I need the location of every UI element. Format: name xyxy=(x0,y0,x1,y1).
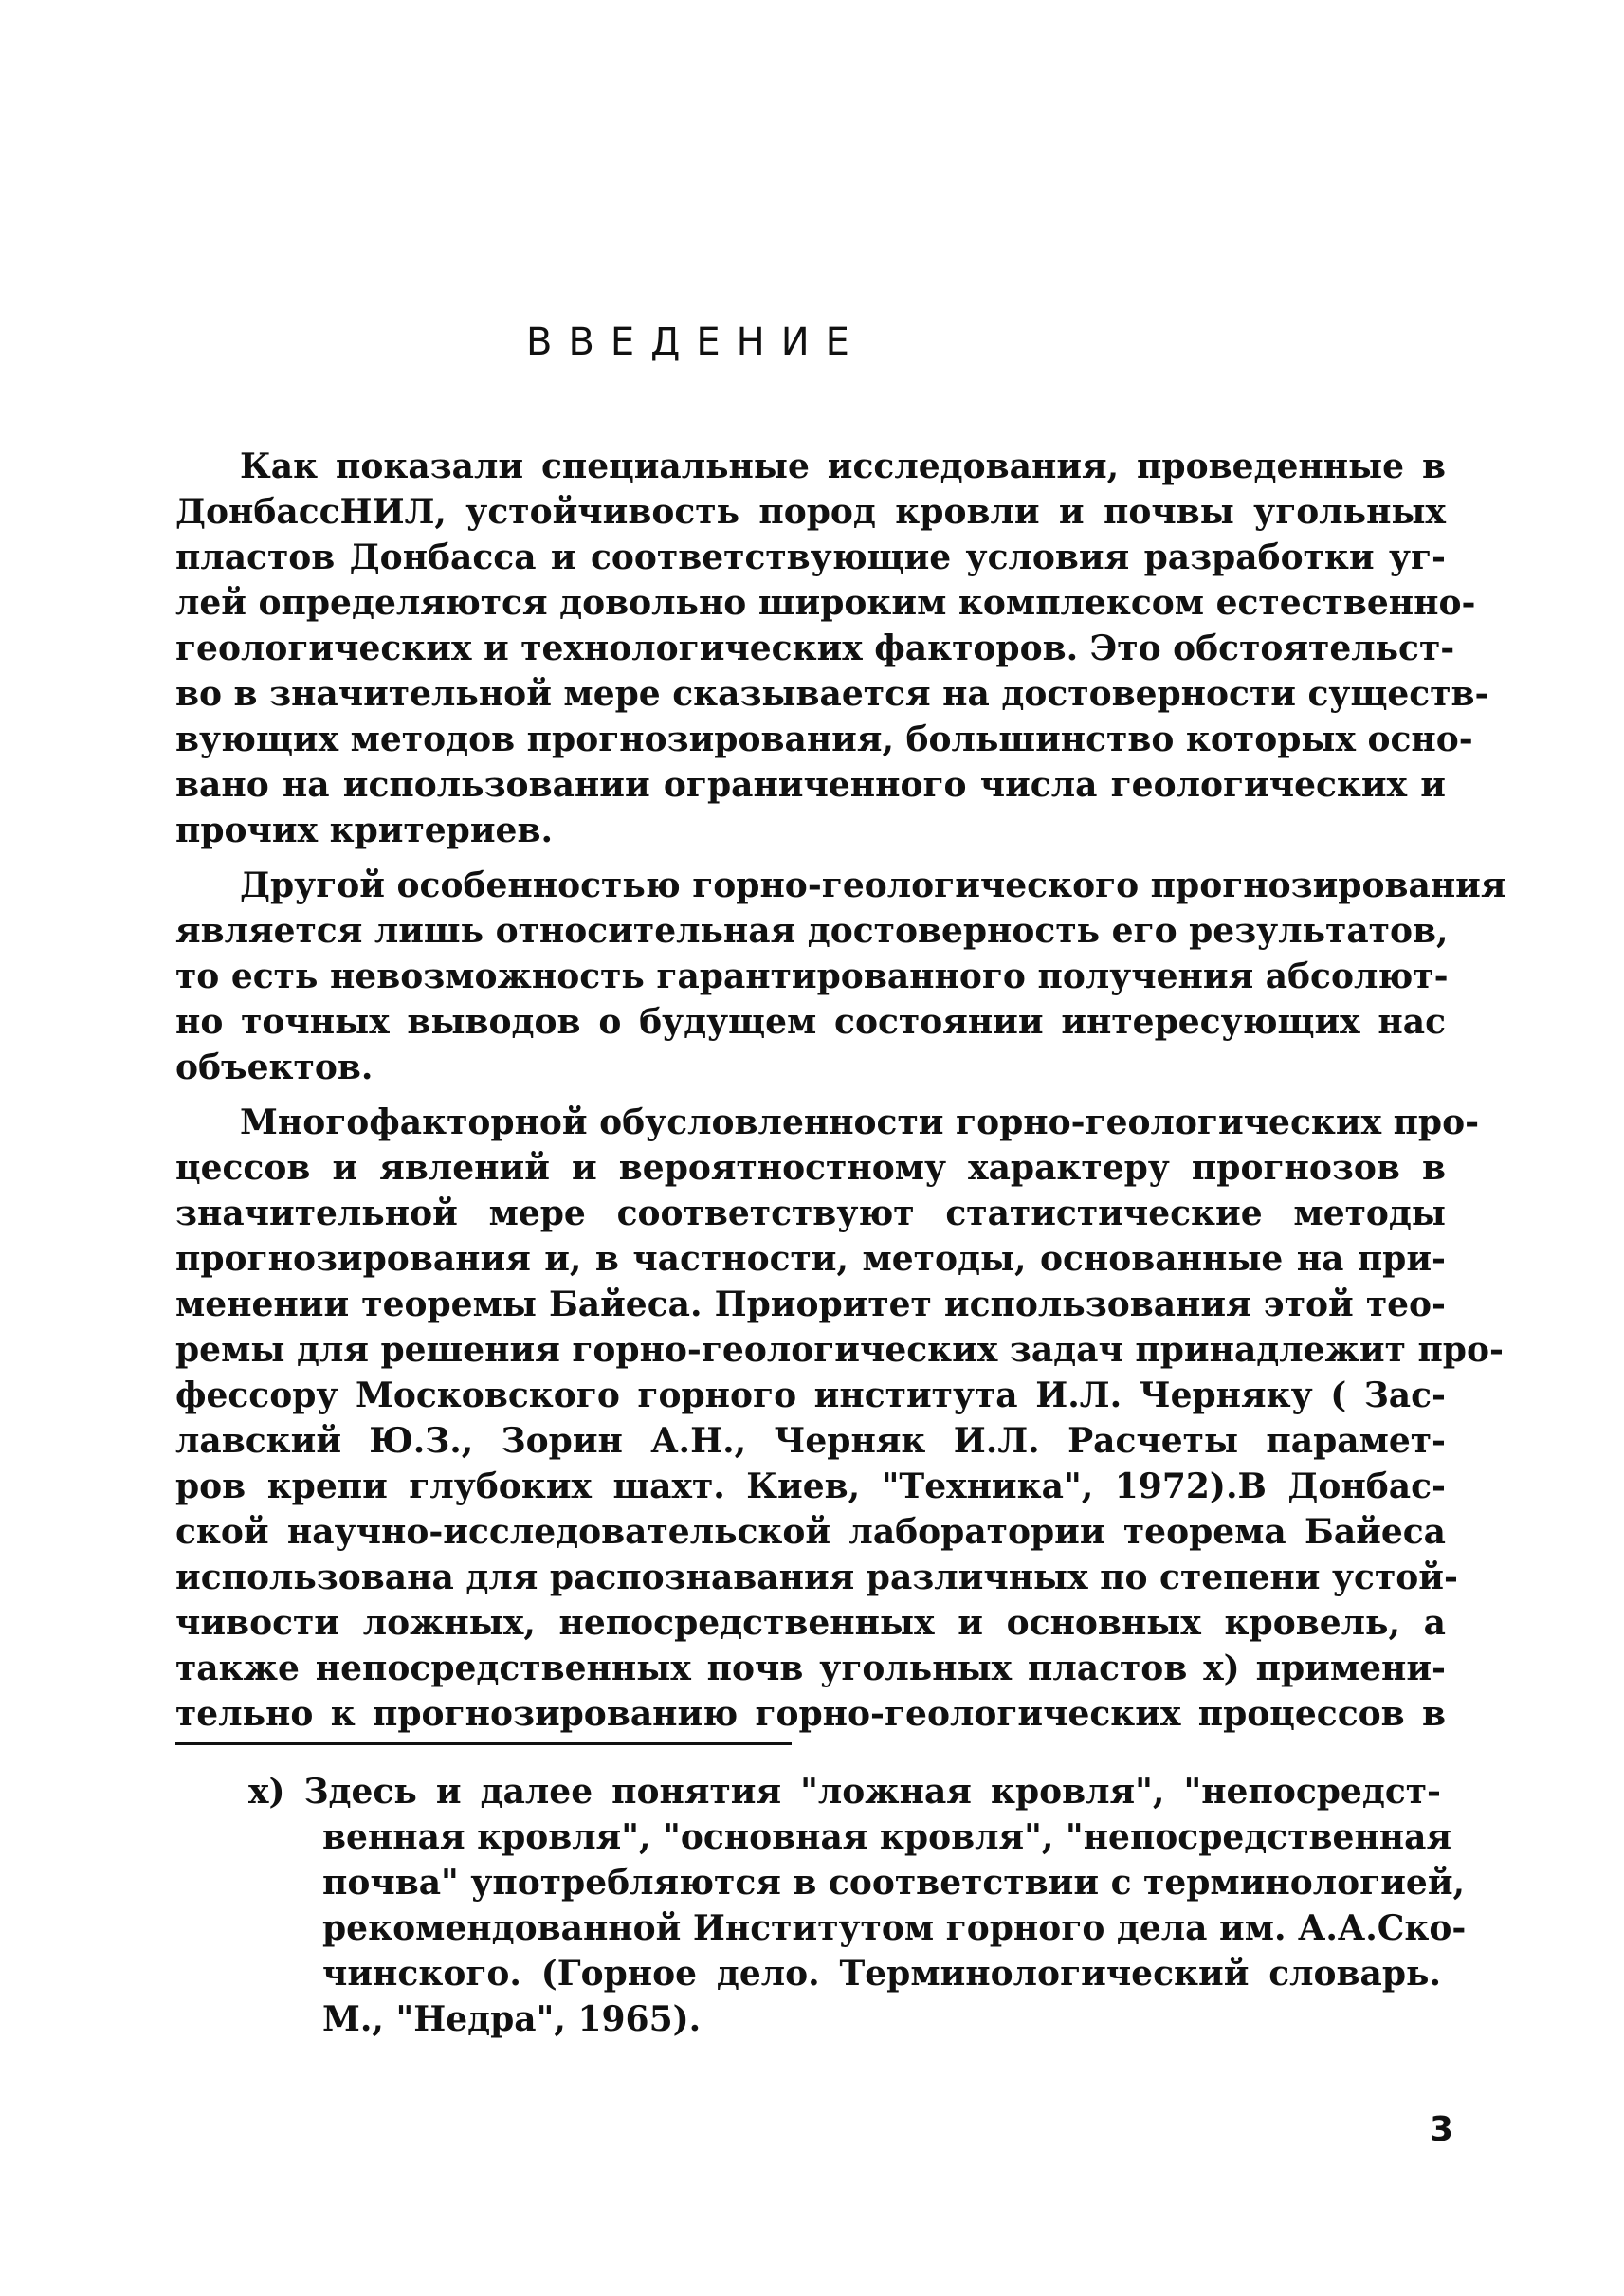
footnote-first-line xyxy=(248,1769,1441,1814)
text-line: лавский Ю.З., Зорин А.Н., Черняк И.Л. Расчеты парамет- xyxy=(175,1421,1446,1461)
footnote-marker: х) xyxy=(248,1772,285,1812)
footnote-text-line: рекомендованной Институтом горного дела им. А.А.Ско- xyxy=(322,1908,1467,1948)
text-line: менении теоремы Байеса. Приоритет использования этой тео- xyxy=(175,1285,1446,1324)
text-line: тельно к прогнозированию горно-геологических процессов в xyxy=(175,1694,1446,1734)
footnote-text-line: почва" употребляются в соответствии с терминологией, xyxy=(322,1863,1466,1903)
text-line: прогнозирования и, в частности, методы, основанные на при- xyxy=(175,1239,1446,1279)
text-line: то есть невозможность гарантированного получения абсолют- xyxy=(175,957,1449,996)
text-line: геологических и технологических факторов. Это обстоятельст- xyxy=(175,629,1455,668)
text-line: прочих критериев. xyxy=(175,811,553,850)
text-line: вующих методов прогнозирования, большинство которых осно- xyxy=(175,720,1473,759)
text-line: пластов Донбасса и соответствующие условия разработки уг- xyxy=(175,538,1446,577)
text-line: цессов и явлений и вероятностному характеру прогнозов в xyxy=(175,1148,1446,1188)
text-line: вано на использовании ограниченного числа геологических и xyxy=(175,765,1446,805)
text-line: ров крепи глубоких шахт. Киев, "Техника", 1972).В Донбас- xyxy=(175,1467,1446,1506)
text-line: фессору Московского горного института И.Л. Черняку ( Зас- xyxy=(175,1376,1446,1415)
text-line: ской научно-исследовательской лаборатории теорема Байеса xyxy=(175,1512,1446,1552)
text-line: лей определяются довольно широким комплексом естественно- xyxy=(175,583,1476,623)
text-line: чивости ложных, непосредственных и основных кровель, а xyxy=(175,1603,1446,1643)
text-line: является лишь относительная достоверность его результатов, xyxy=(175,911,1449,951)
footnote-text-line: Здесь и далее понятия "ложная кровля", "непосредст- xyxy=(303,1772,1441,1812)
footnote-separator xyxy=(175,1742,792,1745)
text-line: использована для распознавания различных по степени устой- xyxy=(175,1558,1458,1597)
text-line: объектов. xyxy=(175,1048,374,1087)
text-line: Многофакторной обусловленности горно-геологических про- xyxy=(240,1102,1480,1142)
footnote-text-line: М., "Недра", 1965). xyxy=(322,1999,702,2039)
text-line: ДонбассНИЛ, устойчивость пород кровли и почвы угольных xyxy=(175,492,1446,532)
page-number: 3 xyxy=(1430,2110,1454,2149)
text-line: значительной мере соответствуют статистические методы xyxy=(175,1194,1446,1233)
footnote-text-line: венная кровля", "основная кровля", "непосредственная xyxy=(322,1817,1452,1857)
page-title: ВВЕДЕНИЕ xyxy=(526,320,866,364)
footnote-text-line: чинского. (Горное дело. Терминологический словарь. xyxy=(322,1954,1441,1994)
text-line: но точных выводов о будущем состоянии интересующих нас xyxy=(175,1002,1446,1042)
text-line: Другой особенностью горно-геологического прогнозирования xyxy=(240,866,1506,905)
text-line: также непосредственных почв угольных пластов х) примени- xyxy=(175,1649,1446,1688)
text-line: Как показали специальные исследования, проведенные в xyxy=(240,446,1446,486)
text-line: ремы для решения горно-геологических задач принадлежит про- xyxy=(175,1330,1504,1370)
text-line: во в значительной мере сказывается на достоверности существ- xyxy=(175,674,1489,714)
